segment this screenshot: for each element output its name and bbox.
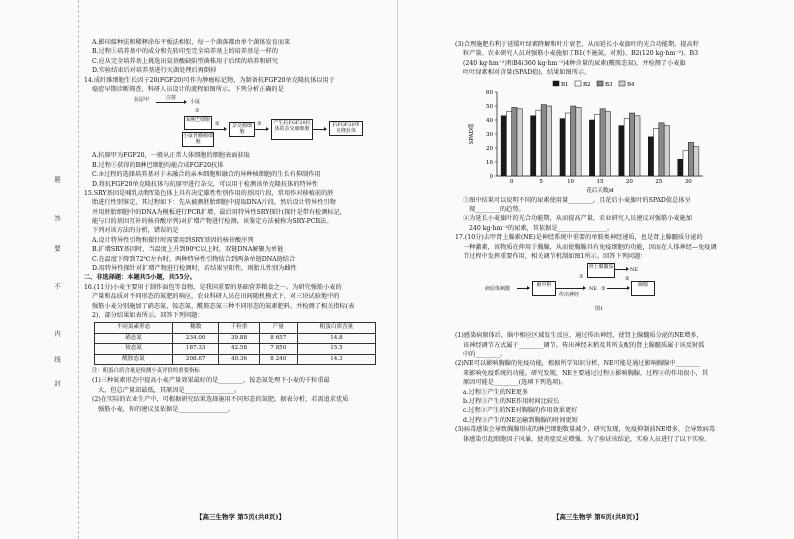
myeloma-box: 小鼠骨髓瘤细胞 xyxy=(183,133,214,146)
q17-stem: 节过程中发挥重要作用，相关调节机制如图1所示。回答下列问题： xyxy=(463,252,647,260)
bar-B2-25 xyxy=(654,128,659,176)
neuro-immune-diagram xyxy=(455,261,785,331)
hybrid-box: 杂交瘤细胞 xyxy=(229,122,255,137)
table-header-row xyxy=(95,323,376,333)
q17-part: 体感染引起细胞因子风暴，使炎症反应增强。为了验证该结论，实验人员进行了以下实验。 xyxy=(463,435,711,443)
q16-3-stem: 粒产量。农业研究人员对强筋小麦施加了B1(不施氮，对照)、B2(120 kg·hm⁻²)、B3 xyxy=(463,50,699,58)
step3-label: ③ xyxy=(257,121,262,128)
y-tick-label: 0 xyxy=(489,173,493,180)
binding-char: 题 xyxy=(53,176,61,184)
result-box: 抗FGF20单克隆抗体 xyxy=(329,121,363,136)
bar-B4-0 xyxy=(517,108,522,175)
legend-swatch-B3 xyxy=(597,81,603,86)
bar-B2-0 xyxy=(506,111,511,175)
table-cell: 硝态氮 xyxy=(95,333,173,343)
mouse-label: 小鼠 xyxy=(190,99,201,106)
bar-B3-0 xyxy=(512,107,517,176)
ne-label-top: NE xyxy=(630,267,639,274)
bar-B1-15 xyxy=(589,120,594,176)
antigen-label: 抗原甲 xyxy=(134,97,150,104)
x-tick-label: 15 xyxy=(596,178,604,185)
bar-B1-10 xyxy=(560,118,565,175)
secreting-box: 产生抗FGF20抗体的杂交瘤细胞 xyxy=(271,119,313,140)
q16-3-stem: 叶叶绿素相对含量(SPAD值)，结果如图所示。 xyxy=(463,69,591,77)
nerve-label: 传出神经 xyxy=(559,292,580,299)
q17-part: 原因可能是________(选填下列选项)。 xyxy=(463,379,567,387)
bar-B3-10 xyxy=(571,106,576,176)
q15-option-b: B.扩增SRY基因时，当温度上升到90℃以上时，双链DNA解聚为单链 xyxy=(92,246,284,254)
label-3: ③ xyxy=(601,286,606,293)
y-axis-label: SPAD值 xyxy=(469,123,475,144)
q17-part: (2)NE可以影响胸腺的免疫功能，根据所学知识分析，NE可能是通过影响胸腺中________ xyxy=(455,360,701,368)
legend-swatch-B1 xyxy=(553,81,559,86)
table-cell: 208.67 xyxy=(173,354,219,364)
binding-char: 线 xyxy=(53,356,61,364)
table-cell: 酰胺态氮 xyxy=(95,354,173,364)
page-footer: 【高三生物学 第6页(共8页)】 xyxy=(553,513,642,521)
q16-stem: 2)，部分结果如表所示。回答下列问题： xyxy=(92,311,204,319)
binding-char: 答 xyxy=(53,215,61,223)
thymus-box: 胸腺 xyxy=(631,281,655,296)
y-tick-label: 40 xyxy=(486,117,493,124)
bar-B1-25 xyxy=(648,136,653,175)
x-tick-label: 0 xyxy=(509,178,514,185)
q17-part: 该神经调节方式属于________调节，传出神经末梢及其所支配的肾上腺髓质属于该反射弧 xyxy=(463,341,705,349)
q17-part: (1)感染病原体后，脑中相应区域发生反应，通过传出神经，使肾上腺髓质分泌的NE增多， xyxy=(455,332,703,340)
q14-flow-diagram xyxy=(84,94,396,151)
table-note: 注：粗蛋白质含量是检测小麦评价的重要指标 xyxy=(92,368,200,374)
table-cell: 39.88 xyxy=(219,333,259,343)
x-tick-label: 10 xyxy=(567,178,575,185)
q15-stem: 胎进行性别鉴定，其过程如下：先从被测胚胎细胞中提取DNA片段，然后设计特异性引物 xyxy=(92,199,336,207)
y-tick-label: 10 xyxy=(486,159,493,166)
x-tick-label: 20 xyxy=(625,178,633,185)
x-tick-label: 5 xyxy=(539,178,543,185)
q16-part: 强筋小麦，你的建议及依据是________________。 xyxy=(98,405,235,413)
table-cell: 40.36 xyxy=(219,354,259,364)
table-row xyxy=(95,344,376,354)
table-cell: 187.33 xyxy=(173,344,219,354)
table-header: 千粒重 xyxy=(219,323,259,333)
q17-option: c.过程②产生的NE对胸腺的作用效果更好 xyxy=(463,407,578,415)
legend-swatch-B2 xyxy=(575,81,581,86)
q16-3-part: 现________的趋势。 xyxy=(469,205,525,213)
q13-option-c: C.应从完全培养基上挑选出氨基酸缺陷型菌株用于后续的培养和研究 xyxy=(92,57,278,65)
legend-label: B1 xyxy=(561,81,569,88)
table-header: 不同氮素形态 xyxy=(95,323,173,333)
legend-label: B4 xyxy=(627,81,635,88)
q17-part: (3)病毒感染会导致胸腺形成的淋巴细胞数量减少，研究发现，免疫抑制前NE增多，会导致病毒 xyxy=(455,426,716,434)
q17-part: 中的________。 xyxy=(463,351,507,359)
q17-option: d.过程③产生的NE运输到胸腺的时间更短 xyxy=(463,416,578,424)
inject-label: 注射 xyxy=(166,95,177,102)
binding-char: 封 xyxy=(53,380,61,388)
q14-stem: 癌症早期诊断筛查，科研人员设计的流程如图所示。下列分析正确的是 xyxy=(92,85,284,93)
right-content xyxy=(455,40,785,444)
binding-margin xyxy=(0,0,79,539)
y-tick-label: 20 xyxy=(486,145,493,152)
nerve-arrow xyxy=(555,288,585,289)
q15-option-a: A.设计特异性引物和探针时需要用到SRY基因的核苷酸序列 xyxy=(92,236,254,244)
bar-B2-15 xyxy=(595,114,600,176)
y-tick-label: 30 xyxy=(486,131,493,138)
q16-3-stem: (240 kg·hm⁻²)和B4(360 kg·hm⁻²)4种含量的尿素(酰胺态氮)，并检测了小麦旗 xyxy=(463,59,686,67)
table-row xyxy=(95,354,376,364)
y-tick-label: 50 xyxy=(486,103,493,110)
q15-stem: 并用胚胎细胞中的DNA为模板进行PCR扩增，最后用特异性SRY探针(探针是带有检测标记， xyxy=(92,208,346,216)
table-cell: 7 850 xyxy=(259,344,297,354)
q15-stem: 能与目的基因互补的核苷酸序列)对扩增产物进行检测，该鉴定方法被称为SRY-PCR法。 xyxy=(92,218,333,226)
figure-caption: 图1 xyxy=(595,306,604,313)
adrenal-arrow xyxy=(614,269,628,270)
x-tick-label: 25 xyxy=(655,178,663,185)
bar-B4-30 xyxy=(694,146,699,175)
spad-chart-svg xyxy=(463,78,763,196)
bar-B4-20 xyxy=(635,115,640,175)
q13-option-d: D.实验结束后对培养基进行灭菌处理后再倒掉 xyxy=(92,67,217,75)
bar-B4-25 xyxy=(664,125,669,175)
table-cell: 234.00 xyxy=(173,333,219,343)
bar-B3-5 xyxy=(541,104,546,175)
y-tick-label: 60 xyxy=(486,89,493,96)
label-2: ② xyxy=(625,276,630,283)
section-heading: 二、非选择题：本题共5小题，共55分。 xyxy=(84,274,196,282)
q16-part: 大，但总产量却最低，其原因是________________。 xyxy=(98,386,241,394)
bar-B4-5 xyxy=(546,106,551,176)
legend-label: B3 xyxy=(605,81,613,88)
ne-label-bottom: NE xyxy=(589,286,598,293)
q17-option: b.过程③产生的NE作用时间比较长 xyxy=(463,398,560,406)
table-cell: 8 657 xyxy=(259,333,297,343)
q14-option-d: D.将抗FGF20单克隆抗体与抗原甲进行杂交，可以用于检测该单克隆抗体的特异性 xyxy=(92,180,319,188)
q15-stem: 下列对该方法的分析，错误的是 xyxy=(92,227,179,235)
q13-option-b: B.过程①培养基中的成分和先转印至完全培养基上的培养基是一样的 xyxy=(92,48,278,56)
ne-arrow xyxy=(607,288,629,289)
q16-3-part: ②为延长小麦旗叶的光合功能期，从而提高产量，农业研究人员建议对强筋小麦施加 xyxy=(463,215,692,223)
bar-B4-10 xyxy=(576,107,581,176)
step2-label: ② xyxy=(215,121,220,128)
q16-stem: 16.(11分)小麦主要用于制作面包等食物，是我国重要的基础营养粮食之一。为研究强筋小麦的 xyxy=(84,283,342,291)
bar-B3-25 xyxy=(659,122,664,175)
q13-option-a: A.影印接种法和稀释涂布平板法相似，每一个菌落都由单个菌体发育而来 xyxy=(92,39,291,46)
q14-option-b: B.过程①获得的B淋巴细胞均能合成FGF20抗体 xyxy=(92,161,224,169)
bar-B3-15 xyxy=(600,108,605,175)
bar-B1-5 xyxy=(531,115,536,175)
page-footer: 【高三生物学 第5页(共8页)】 xyxy=(196,513,285,521)
q16-3-part: ①图中结果可以说明不同的尿素使用量________，且花后小麦旗叶的SPAD值总体呈 xyxy=(463,196,691,204)
nitrogen-table xyxy=(94,322,376,365)
legend-label: B2 xyxy=(583,81,591,88)
stimulus-arrow xyxy=(517,288,529,289)
table-cell: 15.5 xyxy=(297,344,375,354)
q16-3-stem: (3)合理施肥有利于延缓叶绿素降解和叶片衰老，从而延长小麦旗叶的光合功能期，提高籽 xyxy=(455,41,699,48)
legend-swatch-B4 xyxy=(619,81,625,86)
q15-option-c: C.在温度下降到72℃左右时，两种特异性引物结合到两条单链DNA链结合 xyxy=(92,255,296,263)
inject-arrow xyxy=(156,102,186,103)
q16-3-part: 240 kg·hm⁻²的尿素，其依据是________________。 xyxy=(469,224,614,232)
bar-B3-30 xyxy=(688,142,693,176)
table-cell: 14.8 xyxy=(297,333,375,343)
left-content xyxy=(84,38,396,414)
table-cell: 铵态氮 xyxy=(95,344,173,354)
table-cell: 42.58 xyxy=(219,344,259,354)
bar-B1-20 xyxy=(619,125,624,175)
bar-B2-10 xyxy=(565,113,570,176)
bar-B1-0 xyxy=(501,115,506,175)
bcell-box: B淋巴细胞 xyxy=(184,116,212,130)
q16-stem: 强筋小麦分别施加了硝态氮、铵态氮、酰胺态氮三种不同形态的氮素肥料，并检测了相关指标(表 xyxy=(92,302,355,310)
bar-B2-20 xyxy=(624,118,629,175)
stimulus-label: 病原体刺激 xyxy=(485,286,511,293)
q17-stem: 17.(10分)去甲肾上腺素(NE)是神经系统中重要的单胺类神经递质，也是肾上腺髓质分泌的 xyxy=(455,234,703,242)
table-header: 产量 xyxy=(259,323,297,333)
binding-char: 内 xyxy=(53,330,61,338)
binding-char: 要 xyxy=(53,245,61,253)
q17-stem: 一种激素，该物质在伸用于胸腺，从而使胸腺具有免疫细胞的功能，因而在人体神经—免疫调 xyxy=(463,243,717,251)
step1-label: ① xyxy=(195,108,200,115)
bar-B2-5 xyxy=(536,110,541,176)
bar-B2-30 xyxy=(683,150,688,175)
q17-part: 来影响免疫系统的功能。研究发现，NE主要通过过程③影响胸腺，过程②的作用很小，其 xyxy=(463,369,709,377)
center-box: 脑中枢 xyxy=(532,281,556,296)
label-1: ① xyxy=(579,274,584,281)
produce-arrow xyxy=(312,129,326,130)
q15-option-d: D.用特异性探针对扩增产物进行检测时，若结果呈阳性，则胎儿性别为雌性 xyxy=(92,265,297,273)
bar-B1-30 xyxy=(678,159,683,176)
bar-B3-20 xyxy=(629,113,634,176)
q15-stem: 15.SRY基因是哺乳动物Y染色体上具有决定雄性性别作用的基因片段，常用作对移植前的胚 xyxy=(84,189,334,197)
q14-option-c: C.③过程的选择培养基对于未融合的亲本细胞和融合的异种核细胞的生长有抑制作用 xyxy=(92,171,321,179)
q14-stem: 14.成纤维细胞生长因子20(FGF20)可作为肿瘤标记物，为制备抗FGF20单克隆抗体以用于 xyxy=(84,76,335,84)
table-row xyxy=(95,333,376,343)
x-tick-label: 30 xyxy=(684,178,692,185)
q14-option-a: A.抗原甲为FGF20，一般从正常人体细胞的细胞表面获取 xyxy=(92,152,250,160)
q17-option: a.过程①产生的NE更多 xyxy=(463,388,529,396)
spad-chart xyxy=(463,78,785,196)
table-cell: 8 240 xyxy=(259,354,297,364)
table-header: 粗蛋白质含量 xyxy=(297,323,375,333)
q16-part: (2)在实际的农业生产中，可根据研究结果选择施用不同形态的氮肥。据表分析，若需追求优质 xyxy=(92,396,349,404)
q16-stem: 产量和品质对不同形态的氮肥的响应，农业科研人员在田间随机模式下，对三块试验地中的 xyxy=(92,293,340,301)
table-header: 穗数 xyxy=(173,323,219,333)
adrenal-box: 肾上腺髓质 xyxy=(587,263,615,278)
table-cell: 14.3 xyxy=(297,354,375,364)
bar-B4-15 xyxy=(605,111,610,175)
x-axis-label: 花后天数/d xyxy=(586,187,614,194)
q16-part: (1)三种氮素形态中提高小麦产量效果最好的是________，铵态氮处理下小麦的千粒重最 xyxy=(92,377,330,385)
binding-char: 不 xyxy=(53,283,61,291)
